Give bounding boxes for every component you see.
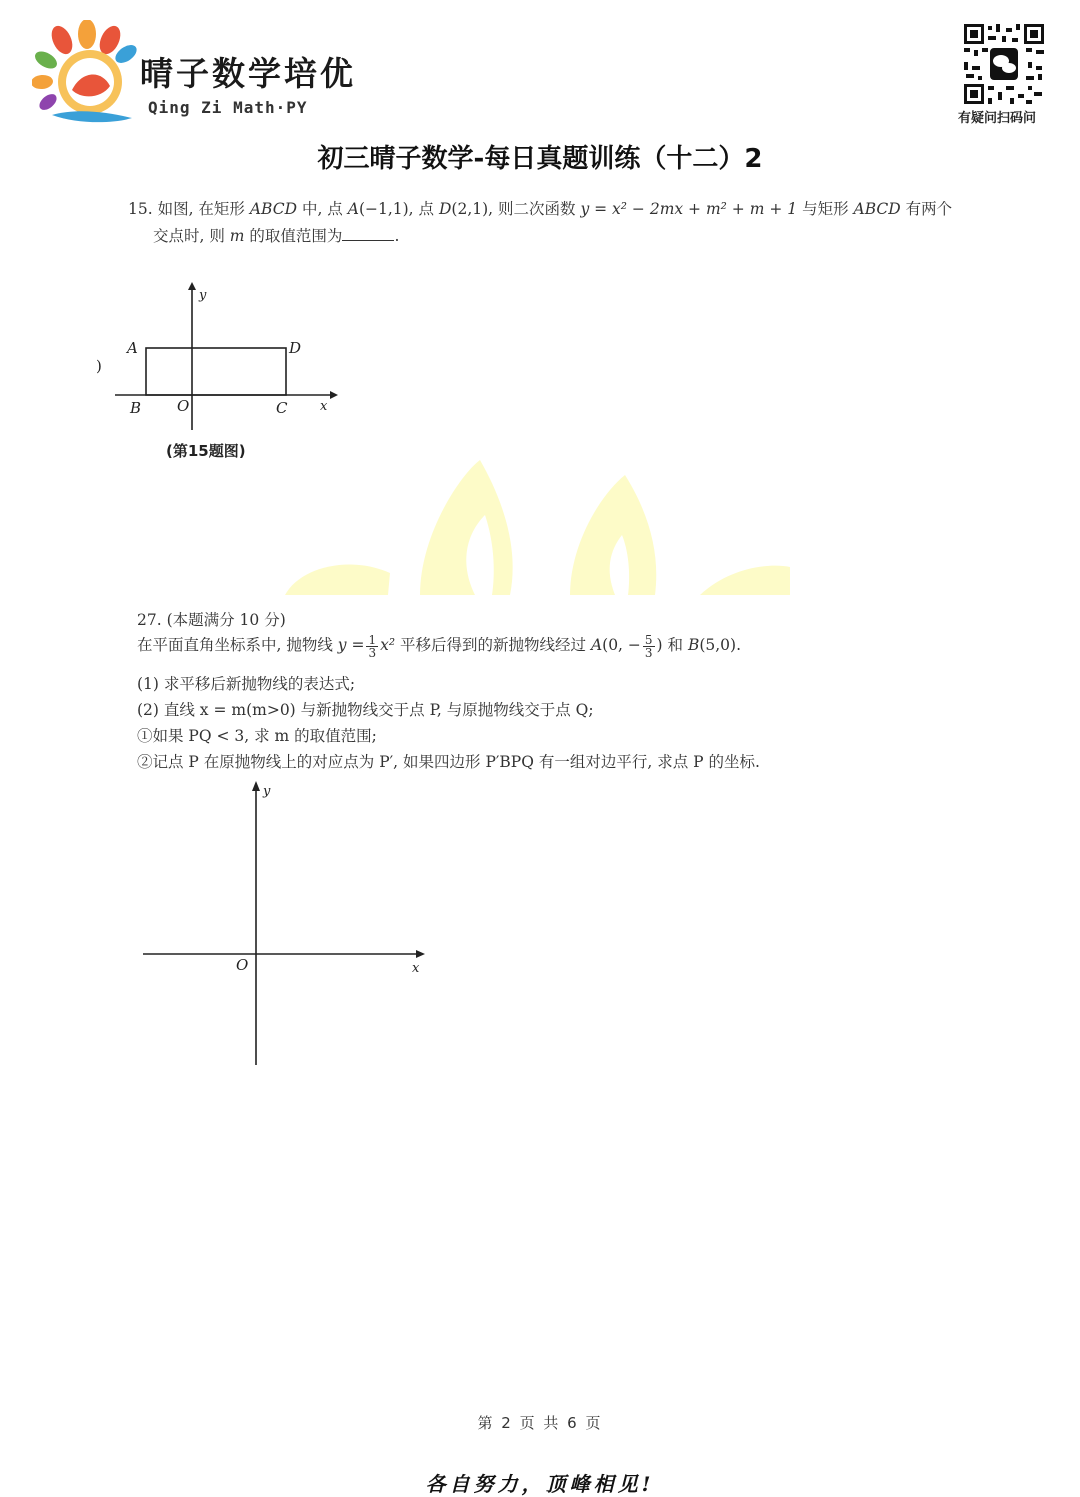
footer-motto: 各自努力，顶峰相见!: [425, 1472, 655, 1496]
q27-part2-sub2: ②记点 P 在原抛物线上的对应点为 P′, 如果四边形 P′BPQ 有一组对边平行, 求点 P 的坐标.: [137, 753, 760, 771]
math-var: D: [438, 200, 452, 218]
brand-name-en: Qing Zi Math·PY: [148, 98, 308, 117]
q15-text: (2,1), 则二次函数: [451, 200, 581, 218]
qr-code-label: 有疑问扫码问: [958, 111, 1037, 126]
point-c-label: C: [276, 399, 288, 417]
x-axis-label: x: [412, 961, 420, 976]
watermark-logo: [270, 455, 810, 595]
fraction-numerator: 1: [368, 632, 377, 647]
q27-part1: (1) 求平移后新抛物线的表达式;: [137, 675, 356, 693]
math-expression: y =: [337, 636, 365, 654]
answer-blank: [342, 226, 394, 241]
q15-text: (−1,1), 点: [358, 200, 439, 218]
q27-heading: 27. (本题满分 10 分): [137, 611, 286, 629]
math-expression: y = x² − 2mx + m² + m + 1: [580, 200, 798, 218]
q15-figure-caption: (第15题图): [166, 442, 246, 460]
point-b-label: B: [130, 399, 142, 417]
q27-text: 在平面直角坐标系中, 抛物线: [137, 636, 338, 654]
page-title: 初三晴子数学-每日真题训练（十二）2: [317, 144, 763, 174]
origin-label: O: [236, 956, 249, 974]
q15-text: 有两个: [900, 200, 953, 218]
math-var: m: [229, 227, 245, 245]
x-axis-arrow: [330, 391, 338, 399]
fraction-numerator: 5: [644, 632, 653, 647]
point-a-label: A: [127, 339, 138, 357]
qr-code-icon: [962, 22, 1046, 106]
stray-mark: ): [96, 357, 102, 375]
q27-text: ): [656, 636, 663, 654]
q27-part2: (2) 直线 x = m(m>0) 与新抛物线交于点 P, 与原抛物线交于点 Q;: [137, 701, 594, 719]
math-var: ABCD: [853, 200, 901, 218]
sunflower-logo-icon: [32, 20, 142, 125]
brand-name-cn: 晴子数学培优: [140, 54, 356, 93]
y-axis-arrow: [252, 781, 260, 791]
q15-text: 交点时, 则: [153, 227, 230, 245]
origin-label: O: [177, 397, 190, 415]
y-axis-label: y: [263, 784, 271, 799]
q15-figure: [90, 280, 350, 440]
y-axis-arrow: [188, 282, 196, 290]
math-var: ABCD: [249, 200, 298, 218]
q27-text: (0, −: [602, 636, 641, 654]
fraction-denominator: 3: [644, 645, 653, 660]
y-axis-label: y: [199, 288, 207, 303]
fraction-one-third: [366, 634, 378, 659]
x-axis-label: x: [320, 399, 328, 414]
q27-part2-sub1: ①如果 PQ < 3, 求 m 的取值范围;: [137, 727, 377, 745]
point-d-label: D: [289, 339, 302, 357]
math-var: B: [687, 636, 700, 654]
q15-text: 中, 点: [297, 200, 348, 218]
q15-text-line1: [128, 197, 952, 219]
q15-text: 15. 如图, 在矩形: [128, 200, 250, 218]
math-var: A: [590, 636, 603, 654]
q27-coordinate-grid: [135, 775, 435, 1070]
math-var: A: [347, 200, 359, 218]
rectangle-abcd: [146, 348, 286, 395]
q15-text: .: [394, 227, 400, 245]
q27-stem: [137, 633, 741, 659]
q15-text: 的取值范围为: [244, 227, 343, 245]
q15-text-line2: [153, 224, 399, 246]
math-expression: x²: [380, 636, 396, 654]
fraction-five-thirds: [643, 634, 655, 659]
q27-text: 平移后得到的新抛物线经过: [395, 636, 591, 654]
q15-text: 与矩形: [797, 200, 854, 218]
q27-text: 和: [662, 636, 688, 654]
x-axis-arrow: [416, 950, 425, 958]
page-number: 第 2 页 共 6 页: [477, 1414, 603, 1432]
q27-text: (5,0).: [699, 636, 742, 654]
fraction-denominator: 3: [368, 645, 377, 660]
